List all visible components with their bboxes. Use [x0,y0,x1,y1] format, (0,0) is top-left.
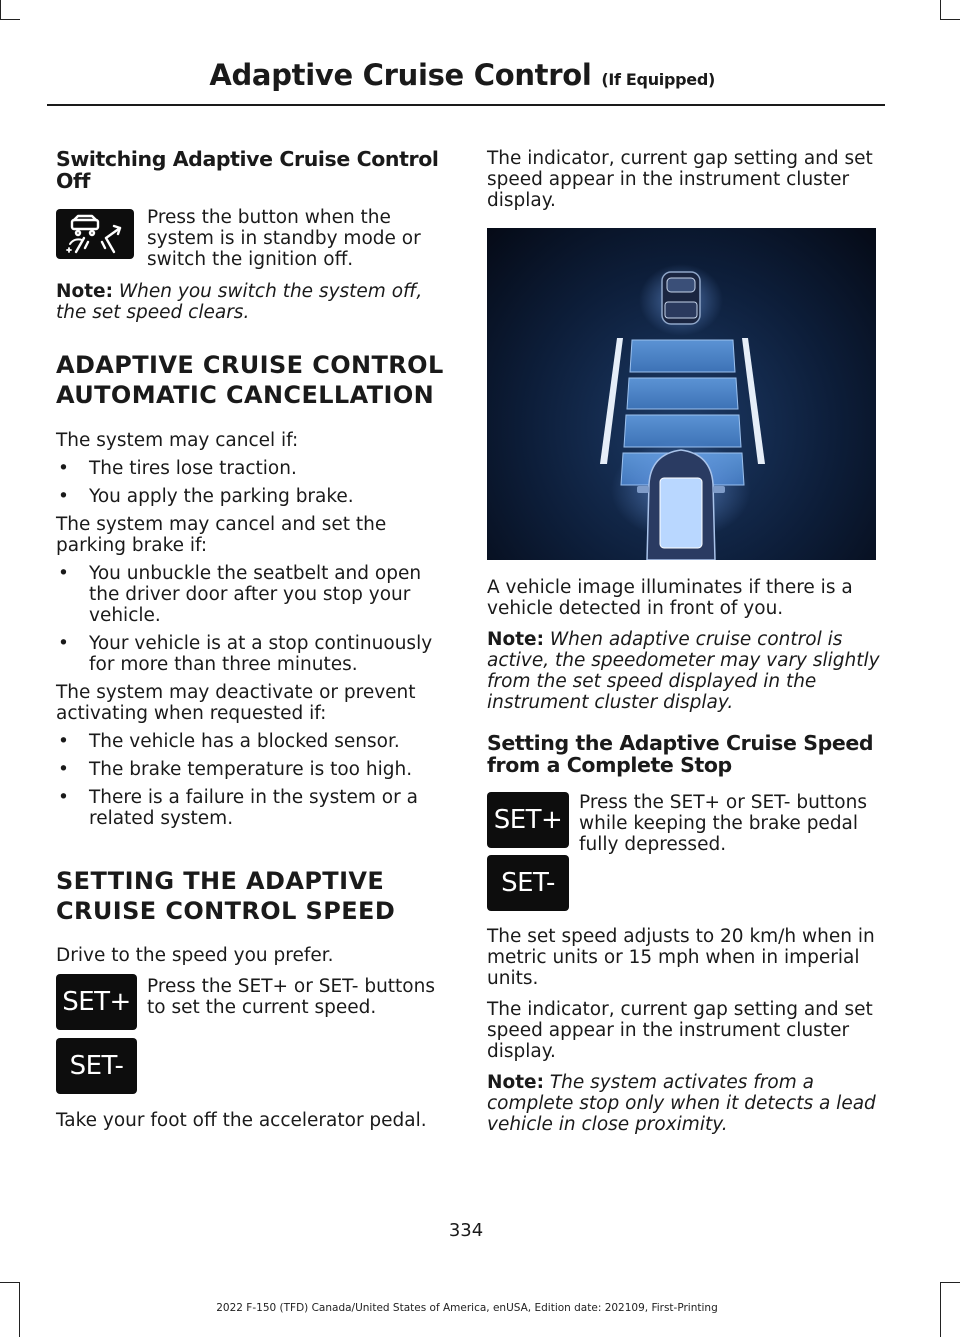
cancel-conditions [56,430,450,829]
page-number: 334 [448,1220,484,1241]
acc-off-button [56,209,134,259]
list-item: • There is a failure in the system or a related system. [58,787,418,829]
press-set-stop-block [579,792,881,855]
setting-heading-1: SETTING THE ADAPTIVE [56,867,385,895]
set-minus-button [487,855,569,911]
note-1 [56,281,448,323]
list-item: • Your vehicle is at a stop continuously for more than three minutes. [58,633,433,675]
note-text: When adaptive cruise control is active, the speedometer may vary slightly from the set speed displayed in the instrument cluster display. [487,629,880,713]
setting-section [56,866,456,926]
press-set-stop-text: Press the SET+ or SET- buttons while keeping the brake pedal fully depressed. [579,792,867,855]
set-minus-button [56,1038,137,1094]
set-plus-label: SET+ [62,987,131,1017]
note-label: Note: [487,1072,544,1093]
set-plus-button [487,792,569,848]
may-cancel-brake-text: The system may cancel and set the parking brake if: [56,514,387,556]
note-label: Note: [56,281,113,302]
press-set-text: Press the SET+ or SET- buttons to set the current speed. [147,976,435,1018]
indicator-block [487,148,882,211]
list-item: • The brake temperature is too high. [58,759,413,780]
list-item: • You unbuckle the seatbelt and open the driver door after you stop your vehicle. [58,563,422,626]
drive-text-block [56,945,448,966]
note-3 [487,1072,882,1135]
setting-heading-2: CRUISE CONTROL SPEED [56,897,396,925]
may-deactivate-text: The system may deactivate or prevent activating when requested if: [56,682,416,724]
set-plus-label: SET+ [493,805,563,835]
switch-off-text-block [147,207,437,270]
note-label: Note: [487,629,544,650]
crop-mark [940,1282,960,1283]
set-minus-label: SET- [501,868,555,898]
foot-off-text: Take your foot off the accelerator pedal. [56,1110,427,1131]
page-title-main: Adaptive Cruise Control [209,58,592,92]
crop-mark [0,19,20,20]
set-minus-label: SET- [69,1051,124,1081]
crop-mark [940,0,941,20]
switch-off-heading: Switching Adaptive Cruise Control Off [56,147,439,193]
stop-heading: Setting the Adaptive Cruise Speed from a Complete Stop [487,731,874,777]
gap-display-illustration [487,228,876,560]
auto-cancel-section [56,350,456,410]
list-item: • You apply the parking brake. [58,486,354,507]
stop-heading-block [487,732,882,776]
crop-mark [19,1282,20,1337]
vehicle-image-block [487,577,882,713]
note-text: When you switch the system off, the set speed clears. [56,281,423,323]
list-item: • The tires lose traction. [58,458,297,479]
adjust-block [487,926,882,1135]
drive-text: Drive to the speed you prefer. [56,945,334,966]
crop-mark [0,1282,20,1283]
vehicle-image-text: A vehicle image illuminates if there is a vehicle detected in front of you. [487,577,853,619]
set-plus-button [56,974,137,1030]
page-title-subtitle: (If Equipped) [601,70,715,89]
left-column [56,148,448,192]
adaptive-cruise-icon [62,214,128,254]
note-2 [487,629,882,713]
adjust-text: The set speed adjusts to 20 km/h when in metric units or 15 mph when in imperial units. [487,926,875,989]
may-cancel-text: The system may cancel if: [56,430,299,451]
press-set-block [147,976,447,1018]
note-text: The system activates from a complete stop only when it detects a lead vehicle in close proximity. [487,1072,876,1135]
page-title [209,58,715,92]
crop-mark [940,1282,941,1337]
crop-mark [0,0,1,20]
list-item: • The vehicle has a blocked sensor. [58,731,400,752]
cluster-display-image [487,228,876,560]
switch-off-text: Press the button when the system is in standby mode or switch the ignition off. [147,207,421,270]
auto-cancel-heading-2: AUTOMATIC CANCELLATION [56,381,435,409]
crop-mark [940,19,960,20]
auto-cancel-heading-1: ADAPTIVE CRUISE CONTROL [56,351,444,379]
indicator-text-2: The indicator, current gap setting and set speed appear in the instrument cluster display. [487,999,873,1062]
foot-off-block [56,1110,448,1131]
header-rule [47,104,885,106]
edition-footer: 2022 F-150 (TFD) Canada/United States of America, enUSA, Edition date: 202109, First-Printing [216,1302,718,1314]
indicator-text: The indicator, current gap setting and set speed appear in the instrument cluster display. [487,148,873,211]
